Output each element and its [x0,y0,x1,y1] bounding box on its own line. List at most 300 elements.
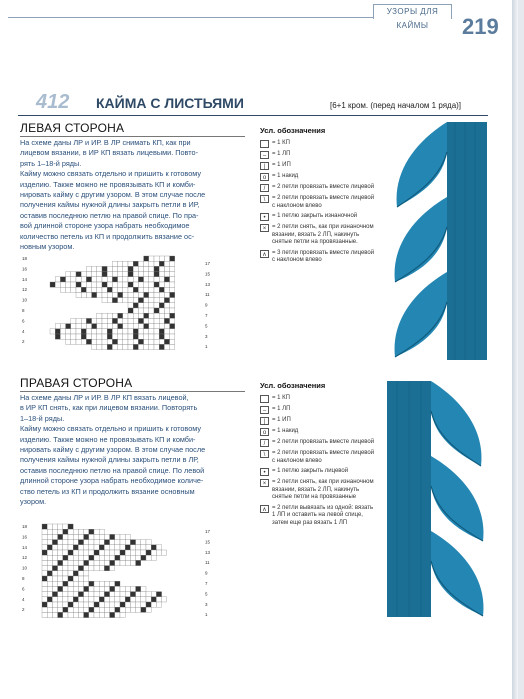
chart-cell [120,545,125,550]
chart-cell [162,597,167,602]
chart-cell [149,313,154,318]
chart-cell [115,555,120,560]
chart-row-number: 14 [22,544,28,550]
chart-cell [123,266,128,271]
chart-cell [66,324,71,329]
chart-cell [159,298,164,303]
chart-cell [118,334,123,339]
chart-cell [76,324,81,329]
chart-cell [84,607,89,612]
chart-cell [94,597,99,602]
right-legend-item [260,406,378,414]
chart-cell [115,607,120,612]
left-legend-text: = 1 ЛП [272,151,291,157]
chart-cell [130,555,135,560]
right-legend [260,381,378,530]
chart-cell [81,272,86,277]
chart-cell [138,324,143,329]
chart-cell [81,318,86,323]
chart-cell [112,261,117,266]
chart-row-number: 8 [22,308,25,313]
chart-cell [68,540,73,545]
chart-cell [144,334,149,339]
chart-cell [58,540,63,545]
chart-cell [115,534,120,539]
chart-cell [97,344,102,349]
chart-cell [170,324,175,329]
pattern-title: КАЙМА С ЛИСТЬЯМИ [96,95,244,111]
chart-cell [133,313,138,318]
chart-cell [130,592,135,597]
chart-cell [141,586,146,591]
chart-cell [42,602,47,607]
chart-cell [81,334,86,339]
right-legend-text: = 1 накид [272,428,299,434]
chart-cell [84,545,89,550]
chart-cell [110,592,115,597]
chart-cell [144,261,149,266]
chart-cell [110,612,115,617]
right-heading-rule [20,391,245,392]
chart-cell [118,292,123,297]
chart-cell [104,602,109,607]
right-legend-text: = 1 КП [272,395,290,401]
chart-cell [73,571,78,576]
chart-cell [164,256,169,261]
chart-cell [42,550,47,555]
chart-cell [97,292,102,297]
chart-cell [123,272,128,277]
chart-cell [151,555,156,560]
chart-cell [92,318,97,323]
chart-cell [154,277,159,282]
chart-cell [66,334,71,339]
chart-cell [149,292,154,297]
chart-cell [99,607,104,612]
chart-cell [63,529,68,534]
chart-cell [73,540,78,545]
chart-cell [99,529,104,534]
right-heading: ПРАВАЯ СТОРОНА [20,376,133,390]
chart-cell [156,602,161,607]
chart-cell [94,534,99,539]
chart-cell [99,545,104,550]
chart-cell [107,324,112,329]
chart-cell [78,550,83,555]
chart-cell [149,329,154,334]
chart-cell [115,581,120,586]
chart-cell [133,324,138,329]
chart-cell [81,292,86,297]
right-text-line: ство петель из КП и продолжить вязание основным [20,486,195,496]
chart-cell [123,329,128,334]
chart-cell [50,282,55,287]
chart-row-number: 16 [22,266,28,272]
right-text-line: оставив последнюю петлю на правой спице. По левой [20,465,205,475]
chart-cell [60,329,65,334]
chart-cell [47,540,52,545]
chart-cell [146,592,151,597]
chart-cell [164,344,169,349]
chart-cell [58,524,63,529]
chart-cell [144,308,149,313]
chart-cell [84,560,89,565]
chart-cell [99,550,104,555]
chart-cell [63,534,68,539]
chart-cell [154,324,159,329]
chart-cell [97,324,102,329]
chart-cell [102,287,107,292]
chart-cell [102,334,107,339]
chart-cell [133,292,138,297]
chart-cell [170,266,175,271]
chart-cell [102,282,107,287]
chart-cell [115,545,120,550]
chart-row-number: 3 [205,601,208,607]
chart-cell [110,560,115,565]
chart-cell [104,586,109,591]
chart-cell [170,334,175,339]
chart-cell [58,592,63,597]
chart-cell [89,560,94,565]
chart-cell [78,566,83,571]
chart-cell [76,282,81,287]
chart-row-number: 13 [205,549,211,555]
chart-cell [159,339,164,344]
chart-cell [112,272,117,277]
chart-cell [154,308,159,313]
chart-cell [89,534,94,539]
left-legend-item [260,184,378,192]
stitch-symbol-icon: ∧ [260,505,269,513]
chart-cell [58,534,63,539]
chart-row-number: 8 [22,576,25,581]
chart-cell [104,597,109,602]
chart-cell [107,329,112,334]
chart-cell [146,550,151,555]
chart-cell [164,277,169,282]
chart-cell [92,282,97,287]
chart-cell [149,282,154,287]
chart-cell [102,313,107,318]
chart-cell [125,560,130,565]
chart-cell [58,586,63,591]
chart-cell [42,576,47,581]
chart-cell [104,566,109,571]
left-legend-item [260,162,378,170]
chart-cell [71,324,76,329]
chart-cell [42,529,47,534]
chart-cell [159,261,164,266]
chart-cell [94,592,99,597]
chart-row-number: 17 [205,261,211,266]
chart-cell [110,566,115,571]
chart-row-number: 5 [205,591,208,597]
chart-cell [81,282,86,287]
chart-cell [66,272,71,277]
chart-cell [107,277,112,282]
chart-cell [47,534,52,539]
chart-cell [120,550,125,555]
chart-cell [73,545,78,550]
chart-cell [130,545,135,550]
left-text-line: вой длинной стороне узора набрать необходимое [20,221,190,231]
chart-cell [144,292,149,297]
chart-cell [63,602,68,607]
chart-cell [110,550,115,555]
chart-cell [154,256,159,261]
chart-row-number: 1 [205,344,208,350]
chart-cell [128,334,133,339]
chart-cell [138,313,143,318]
chart-cell [159,272,164,277]
chart-cell [118,318,123,323]
chart-cell [78,560,83,565]
left-legend [260,126,378,268]
left-heading-rule [20,136,245,137]
chart-row-number: 7 [205,581,208,586]
chart-cell [76,287,81,292]
chart-cell [68,592,73,597]
chart-row-number: 12 [22,287,28,293]
chart-cell [73,576,78,581]
chart-cell [170,344,175,349]
chart-cell [55,329,60,334]
chart-cell [154,292,159,297]
chart-cell [123,282,128,287]
chart-cell [125,540,130,545]
chart-cell [164,308,169,313]
chart-cell [128,272,133,277]
chart-cell [73,529,78,534]
chart-cell [149,344,154,349]
chart-cell [84,534,89,539]
chart-cell [78,576,83,581]
chart-row-number: 10 [22,297,28,303]
chart-cell [104,545,109,550]
chart-cell [102,272,107,277]
right-legend-text: = 1 ЛП [272,406,291,412]
chart-cell [78,586,83,591]
chart-cell [112,344,117,349]
chart-cell [86,318,91,323]
chart-cell [133,272,138,277]
chart-cell [130,550,135,555]
chart-cell [89,602,94,607]
chart-cell [86,324,91,329]
chart-cell [118,277,123,282]
left-legend-title: Усл. обозначения [260,126,326,135]
chart-cell [170,256,175,261]
chart-cell [76,272,81,277]
chart-cell [144,339,149,344]
chart-cell [123,344,128,349]
chart-cell [159,266,164,271]
right-legend-text: = 2 петли снять, как при изнаночном вязании, вязать 2 ЛП, накинуть снятые петли на провязанные [272,479,374,500]
chart-cell [138,287,143,292]
chart-cell [63,571,68,576]
chart-cell [128,277,133,282]
chart-cell [146,607,151,612]
chart-cell [84,550,89,555]
chart-cell [128,324,133,329]
chart-cell [102,324,107,329]
chart-cell [133,287,138,292]
chart-cell [159,344,164,349]
chart-cell [170,261,175,266]
left-swatch-photo [385,122,491,360]
left-text-line: оставив последнюю петлю на правой спице. По пра- [20,210,199,220]
chart-cell [128,287,133,292]
chart-cell [92,292,97,297]
chart-cell [149,334,154,339]
chart-cell [68,529,73,534]
chart-cell [123,324,128,329]
chart-cell [154,287,159,292]
chart-cell [104,534,109,539]
chart-cell [146,555,151,560]
chart-cell [68,545,73,550]
chart-row-number: 14 [22,276,28,282]
left-text-line: лицевом вязании, в ИР КП вязать лицевыми. Повто- [20,148,199,158]
chart-row-number: 6 [22,318,25,324]
chart-cell [73,612,78,617]
chart-cell [118,329,123,334]
chart-cell [115,550,120,555]
chart-cell [76,292,81,297]
chart-cell [94,560,99,565]
chart-cell [104,581,109,586]
chart-cell [42,555,47,560]
stitch-symbol-icon: / [260,184,269,192]
chart-cell [107,282,112,287]
chart-row-number: 18 [22,524,28,529]
chart-cell [42,524,47,529]
chart-cell [154,272,159,277]
chart-cell [123,313,128,318]
chart-cell [73,534,78,539]
chart-cell [170,287,175,292]
chart-cell [128,261,133,266]
chart-cell [42,545,47,550]
left-heading: ЛЕВАЯ СТОРОНА [20,121,125,135]
chart-cell [52,555,57,560]
chart-cell [60,282,65,287]
chart-cell [125,545,130,550]
chart-cell [144,272,149,277]
chart-cell [170,298,175,303]
chart-cell [99,534,104,539]
chart-cell [94,555,99,560]
chart-cell [164,303,169,308]
chart-cell [55,324,60,329]
chart-cell [52,612,57,617]
chart-cell [125,586,130,591]
left-text [20,138,250,252]
chart-cell [110,581,115,586]
chart-cell [52,566,57,571]
chart-cell [97,334,102,339]
chart-cell [118,298,123,303]
chart-cell [123,287,128,292]
chart-cell [86,334,91,339]
chart-cell [123,334,128,339]
chart-cell [78,534,83,539]
chart-cell [125,534,130,539]
chart-cell [68,566,73,571]
chart-row-number: 2 [22,607,25,613]
chart-cell [159,282,164,287]
chart-cell [136,597,141,602]
chart-cell [130,602,135,607]
chart-cell [63,566,68,571]
left-text-line: нировать кайму с другим узором. В этом случае после [20,190,206,200]
chart-cell [89,607,94,612]
stitch-symbol-icon [260,395,269,403]
chart-cell [78,607,83,612]
chart-cell [76,339,81,344]
chart-cell [99,540,104,545]
stitch-symbol-icon: – [260,406,269,414]
chart-cell [149,277,154,282]
chart-cell [120,612,125,617]
chart-cell [42,592,47,597]
chart-cell [120,607,125,612]
chart-cell [58,612,63,617]
chart-cell [99,612,104,617]
chart-cell [107,318,112,323]
chart-cell [47,550,52,555]
chart-cell [52,602,57,607]
right-text-line: узором. [20,497,47,507]
chart-row-number: 4 [22,328,25,334]
page-edge [512,0,518,699]
chart-cell [73,555,78,560]
chart-cell [115,602,120,607]
right-legend-item [260,450,378,465]
chart-cell [170,329,175,334]
chart-cell [107,334,112,339]
chart-cell [112,292,117,297]
chart-cell [47,555,52,560]
left-text-line: получения каймы нужной длины закрыть петли в ИР, [20,200,200,210]
chart-cell [55,282,60,287]
chart-cell [107,266,112,271]
chart-cell [94,581,99,586]
chart-cell [58,529,63,534]
chart-cell [133,339,138,344]
chart-cell [112,334,117,339]
chart-cell [118,324,123,329]
chart-cell [102,344,107,349]
chart-cell [42,534,47,539]
chart-cell [159,313,164,318]
right-text-line: в ИР КП снять, как при лицевом вязании. Повторять [20,403,198,413]
right-legend-item [260,428,378,436]
chart-cell [141,540,146,545]
right-legend-item [260,417,378,425]
chart-cell [86,272,91,277]
stitch-symbol-icon: • [260,213,269,221]
chart-row-number: 4 [22,596,25,602]
chart-cell [63,607,68,612]
chart-cell [52,607,57,612]
chart-cell [130,607,135,612]
chart-cell [73,581,78,586]
chart-cell [102,266,107,271]
chart-cell [133,282,138,287]
chart-cell [73,586,78,591]
